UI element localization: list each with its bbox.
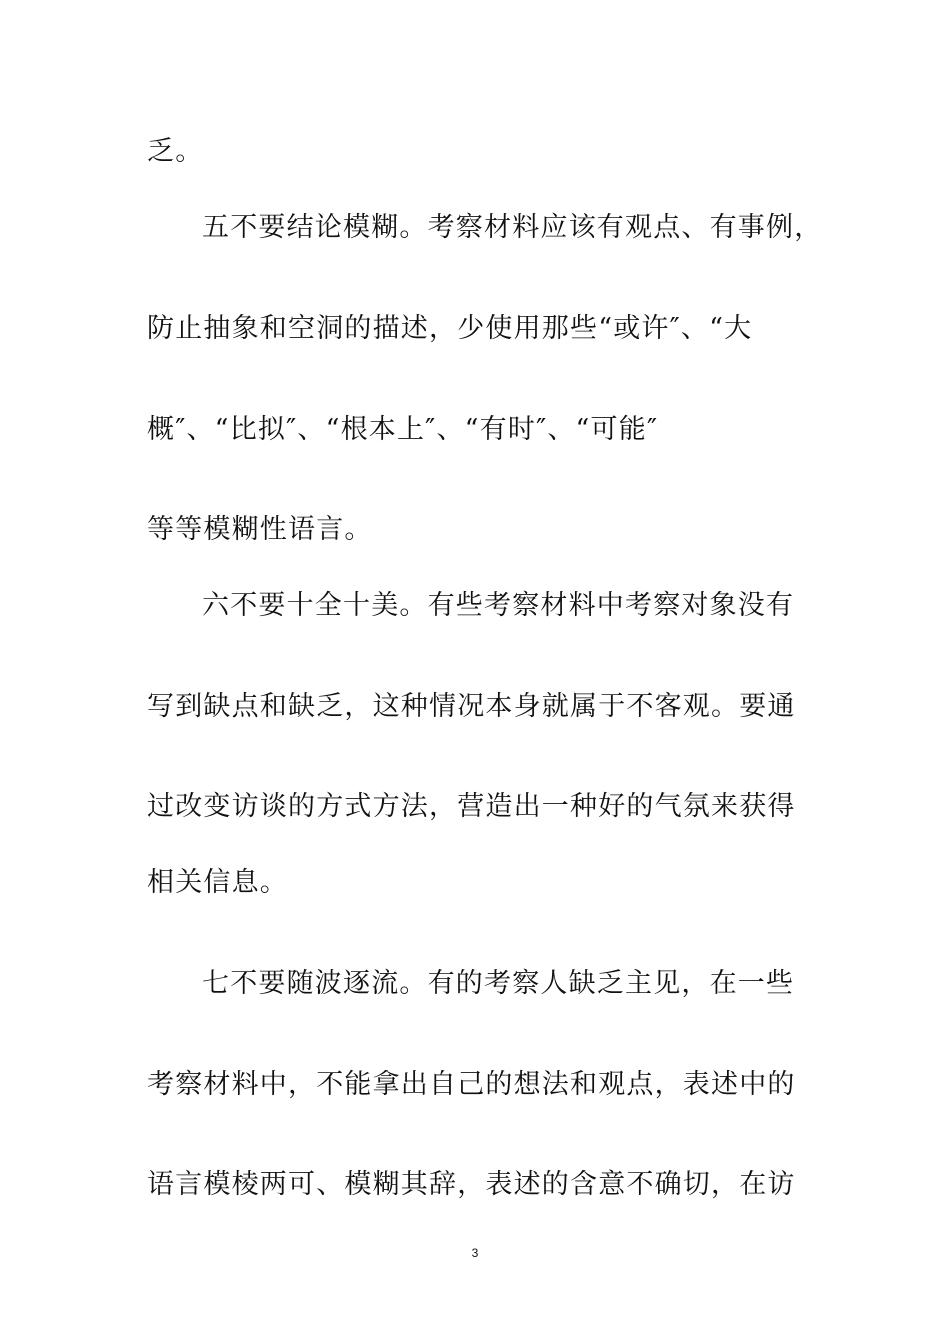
- text-line-9: 相关信息。: [147, 867, 288, 898]
- text-line-12: 语言模棱两可、模糊其辞，表述的含意不确切，在访: [147, 1169, 796, 1200]
- text-line-4: 概″、“比拟″、“根本上″、“有时″、“可能″: [147, 414, 659, 445]
- text-line-3: 防止抽象和空洞的描述，少使用那些“或许″、“大: [147, 313, 753, 344]
- text-line-8: 过改变访谈的方式方法，营造出一种好的气氛来获得: [147, 791, 796, 822]
- page-number: 3: [471, 1246, 479, 1260]
- text-line-1: 乏。: [147, 136, 204, 167]
- text-line-6: 六不要十全十美。有些考察材料中考察对象没有: [202, 590, 795, 621]
- text-line-5: 等等模糊性语言。: [147, 514, 373, 545]
- text-line-7: 写到缺点和缺乏，这种情况本身就属于不客观。要通: [147, 691, 796, 722]
- text-line-11: 考察材料中，不能拿出自己的想法和观点，表述中的: [147, 1069, 796, 1100]
- text-line-10: 七不要随波逐流。有的考察人缺乏主见，在一些: [202, 968, 795, 999]
- text-line-2: 五不要结论模糊。考察材料应该有观点、有事例，: [202, 212, 823, 243]
